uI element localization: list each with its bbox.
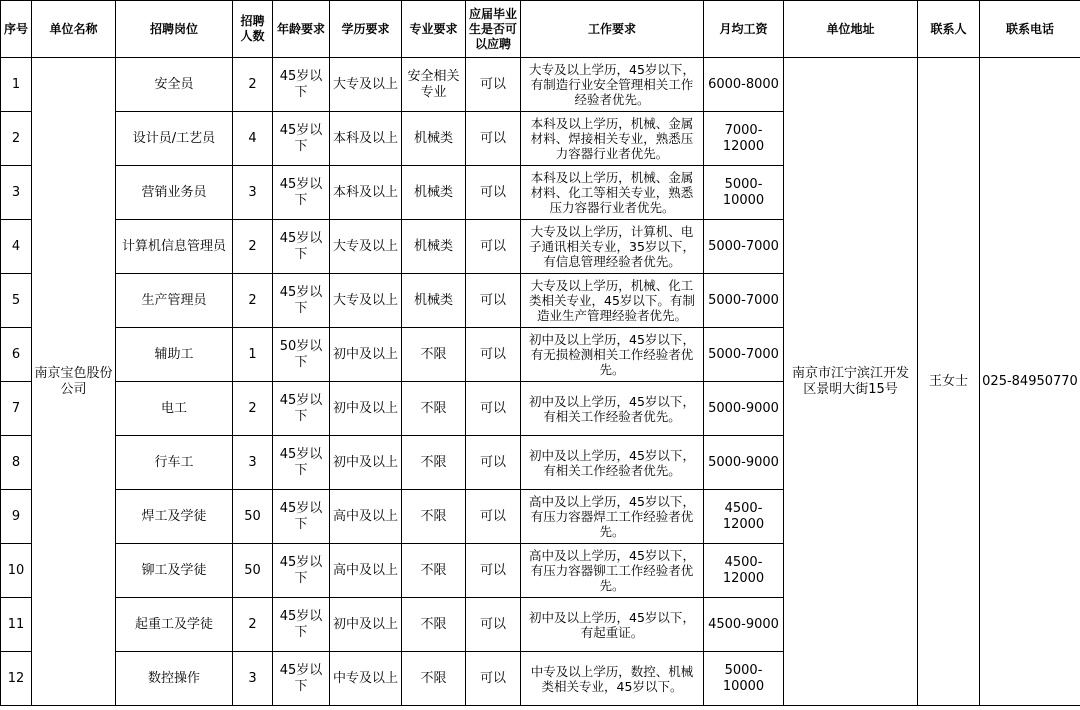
row-no: 6 xyxy=(1,328,32,382)
row-no: 11 xyxy=(1,598,32,652)
row-requirements: 大专及以上学历，45岁以下，有制造行业安全管理相关工作经验者优先。 xyxy=(521,58,704,112)
row-age: 45岁以下 xyxy=(273,436,330,490)
header-requirements: 工作要求 xyxy=(521,1,704,58)
row-count: 2 xyxy=(233,220,273,274)
row-count: 2 xyxy=(233,274,273,328)
row-requirements: 本科及以上学历，机械、金属材料、焊接相关专业，熟悉压力容器行业者优先。 xyxy=(521,112,704,166)
row-position: 起重工及学徒 xyxy=(116,598,233,652)
row-education: 中专及以上 xyxy=(330,652,402,706)
table-row xyxy=(1,58,1080,112)
row-requirements: 大专及以上学历，计算机、电子通讯相关专业，35岁以下，有信息管理经验者优先。 xyxy=(521,220,704,274)
row-salary: 4500-12000 xyxy=(704,544,784,598)
row-major: 机械类 xyxy=(402,220,466,274)
row-age: 45岁以下 xyxy=(273,598,330,652)
row-age: 45岁以下 xyxy=(273,544,330,598)
row-position: 铆工及学徒 xyxy=(116,544,233,598)
row-major: 安全相关专业 xyxy=(402,58,466,112)
row-education: 本科及以上 xyxy=(330,166,402,220)
row-no: 5 xyxy=(1,274,32,328)
contact-phone: 025-84950770 xyxy=(980,58,1080,706)
row-fresh-grad: 可以 xyxy=(466,220,521,274)
row-position: 电工 xyxy=(116,382,233,436)
row-age: 45岁以下 xyxy=(273,490,330,544)
row-no: 2 xyxy=(1,112,32,166)
header-salary: 月均工资 xyxy=(704,1,784,58)
row-salary: 4500-12000 xyxy=(704,490,784,544)
header-no: 序号 xyxy=(1,1,32,58)
row-no: 3 xyxy=(1,166,32,220)
row-no: 8 xyxy=(1,436,32,490)
row-education: 初中及以上 xyxy=(330,382,402,436)
row-age: 45岁以下 xyxy=(273,220,330,274)
row-salary: 5000-7000 xyxy=(704,220,784,274)
row-age: 45岁以下 xyxy=(273,274,330,328)
row-major: 机械类 xyxy=(402,274,466,328)
row-requirements: 本科及以上学历，机械、金属材料、化工等相关专业，熟悉压力容器行业者优先。 xyxy=(521,166,704,220)
row-education: 大专及以上 xyxy=(330,274,402,328)
row-education: 本科及以上 xyxy=(330,112,402,166)
row-requirements: 初中及以上学历，45岁以下，有起重证。 xyxy=(521,598,704,652)
row-fresh-grad: 可以 xyxy=(466,382,521,436)
row-count: 1 xyxy=(233,328,273,382)
row-position: 辅助工 xyxy=(116,328,233,382)
row-major: 不限 xyxy=(402,328,466,382)
row-count: 50 xyxy=(233,490,273,544)
row-fresh-grad: 可以 xyxy=(466,328,521,382)
row-education: 高中及以上 xyxy=(330,544,402,598)
row-age: 45岁以下 xyxy=(273,382,330,436)
row-position: 设计员/工艺员 xyxy=(116,112,233,166)
row-no: 7 xyxy=(1,382,32,436)
row-fresh-grad: 可以 xyxy=(466,544,521,598)
row-requirements: 初中及以上学历，45岁以下，有无损检测相关工作经验者优先。 xyxy=(521,328,704,382)
row-salary: 5000-10000 xyxy=(704,166,784,220)
row-fresh-grad: 可以 xyxy=(466,58,521,112)
row-requirements: 大专及以上学历，机械、化工类相关专业，45岁以下。有制造业生产管理经验者优先。 xyxy=(521,274,704,328)
row-major: 机械类 xyxy=(402,112,466,166)
row-position: 行车工 xyxy=(116,436,233,490)
header-position: 招聘岗位 xyxy=(116,1,233,58)
row-position: 数控操作 xyxy=(116,652,233,706)
row-major: 不限 xyxy=(402,436,466,490)
row-major: 不限 xyxy=(402,544,466,598)
row-no: 1 xyxy=(1,58,32,112)
header-phone: 联系电话 xyxy=(980,1,1080,58)
row-salary: 5000-9000 xyxy=(704,436,784,490)
row-requirements: 高中及以上学历，45岁以下，有压力容器焊工工作经验者优先。 xyxy=(521,490,704,544)
row-education: 大专及以上 xyxy=(330,220,402,274)
row-education: 高中及以上 xyxy=(330,490,402,544)
row-major: 机械类 xyxy=(402,166,466,220)
row-count: 4 xyxy=(233,112,273,166)
row-fresh-grad: 可以 xyxy=(466,166,521,220)
row-education: 大专及以上 xyxy=(330,58,402,112)
row-major: 不限 xyxy=(402,598,466,652)
row-salary: 4500-9000 xyxy=(704,598,784,652)
row-salary: 5000-7000 xyxy=(704,328,784,382)
row-requirements: 初中及以上学历，45岁以下，有相关工作经验者优先。 xyxy=(521,436,704,490)
row-fresh-grad: 可以 xyxy=(466,274,521,328)
header-address: 单位地址 xyxy=(784,1,918,58)
row-fresh-grad: 可以 xyxy=(466,112,521,166)
contact-person: 王女士 xyxy=(918,58,980,706)
row-major: 不限 xyxy=(402,490,466,544)
row-fresh-grad: 可以 xyxy=(466,436,521,490)
row-education: 初中及以上 xyxy=(330,598,402,652)
row-position: 焊工及学徒 xyxy=(116,490,233,544)
header-contact: 联系人 xyxy=(918,1,980,58)
row-no: 4 xyxy=(1,220,32,274)
header-company: 单位名称 xyxy=(32,1,116,58)
row-no: 9 xyxy=(1,490,32,544)
row-age: 45岁以下 xyxy=(273,166,330,220)
company-name: 南京宝色股份公司 xyxy=(32,58,116,706)
header-major: 专业要求 xyxy=(402,1,466,58)
row-salary: 5000-9000 xyxy=(704,382,784,436)
row-major: 不限 xyxy=(402,382,466,436)
row-salary: 6000-8000 xyxy=(704,58,784,112)
header-row xyxy=(1,1,1080,58)
row-age: 45岁以下 xyxy=(273,652,330,706)
header-age: 年龄要求 xyxy=(273,1,330,58)
row-position: 营销业务员 xyxy=(116,166,233,220)
row-fresh-grad: 可以 xyxy=(466,598,521,652)
row-fresh-grad: 可以 xyxy=(466,490,521,544)
row-position: 安全员 xyxy=(116,58,233,112)
row-count: 3 xyxy=(233,166,273,220)
row-count: 3 xyxy=(233,436,273,490)
header-education: 学历要求 xyxy=(330,1,402,58)
row-age: 45岁以下 xyxy=(273,112,330,166)
row-count: 2 xyxy=(233,382,273,436)
row-salary: 5000-7000 xyxy=(704,274,784,328)
row-requirements: 中专及以上学历，数控、机械类相关专业，45岁以下。 xyxy=(521,652,704,706)
row-count: 2 xyxy=(233,598,273,652)
row-age: 50岁以下 xyxy=(273,328,330,382)
row-position: 计算机信息管理员 xyxy=(116,220,233,274)
row-count: 3 xyxy=(233,652,273,706)
row-education: 初中及以上 xyxy=(330,436,402,490)
row-major: 不限 xyxy=(402,652,466,706)
row-salary: 5000-10000 xyxy=(704,652,784,706)
header-count: 招聘人数 xyxy=(233,1,273,58)
row-no: 10 xyxy=(1,544,32,598)
row-count: 2 xyxy=(233,58,273,112)
row-fresh-grad: 可以 xyxy=(466,652,521,706)
row-requirements: 高中及以上学历，45岁以下，有压力容器铆工工作经验者优先。 xyxy=(521,544,704,598)
company-address: 南京市江宁滨江开发区景明大街15号 xyxy=(784,58,918,706)
row-salary: 7000-12000 xyxy=(704,112,784,166)
row-no: 12 xyxy=(1,652,32,706)
header-fresh-grad: 应届毕业生是否可以应聘 xyxy=(466,1,521,58)
row-count: 50 xyxy=(233,544,273,598)
row-position: 生产管理员 xyxy=(116,274,233,328)
row-requirements: 初中及以上学历，45岁以下，有相关工作经验者优先。 xyxy=(521,382,704,436)
row-education: 初中及以上 xyxy=(330,328,402,382)
row-age: 45岁以下 xyxy=(273,58,330,112)
